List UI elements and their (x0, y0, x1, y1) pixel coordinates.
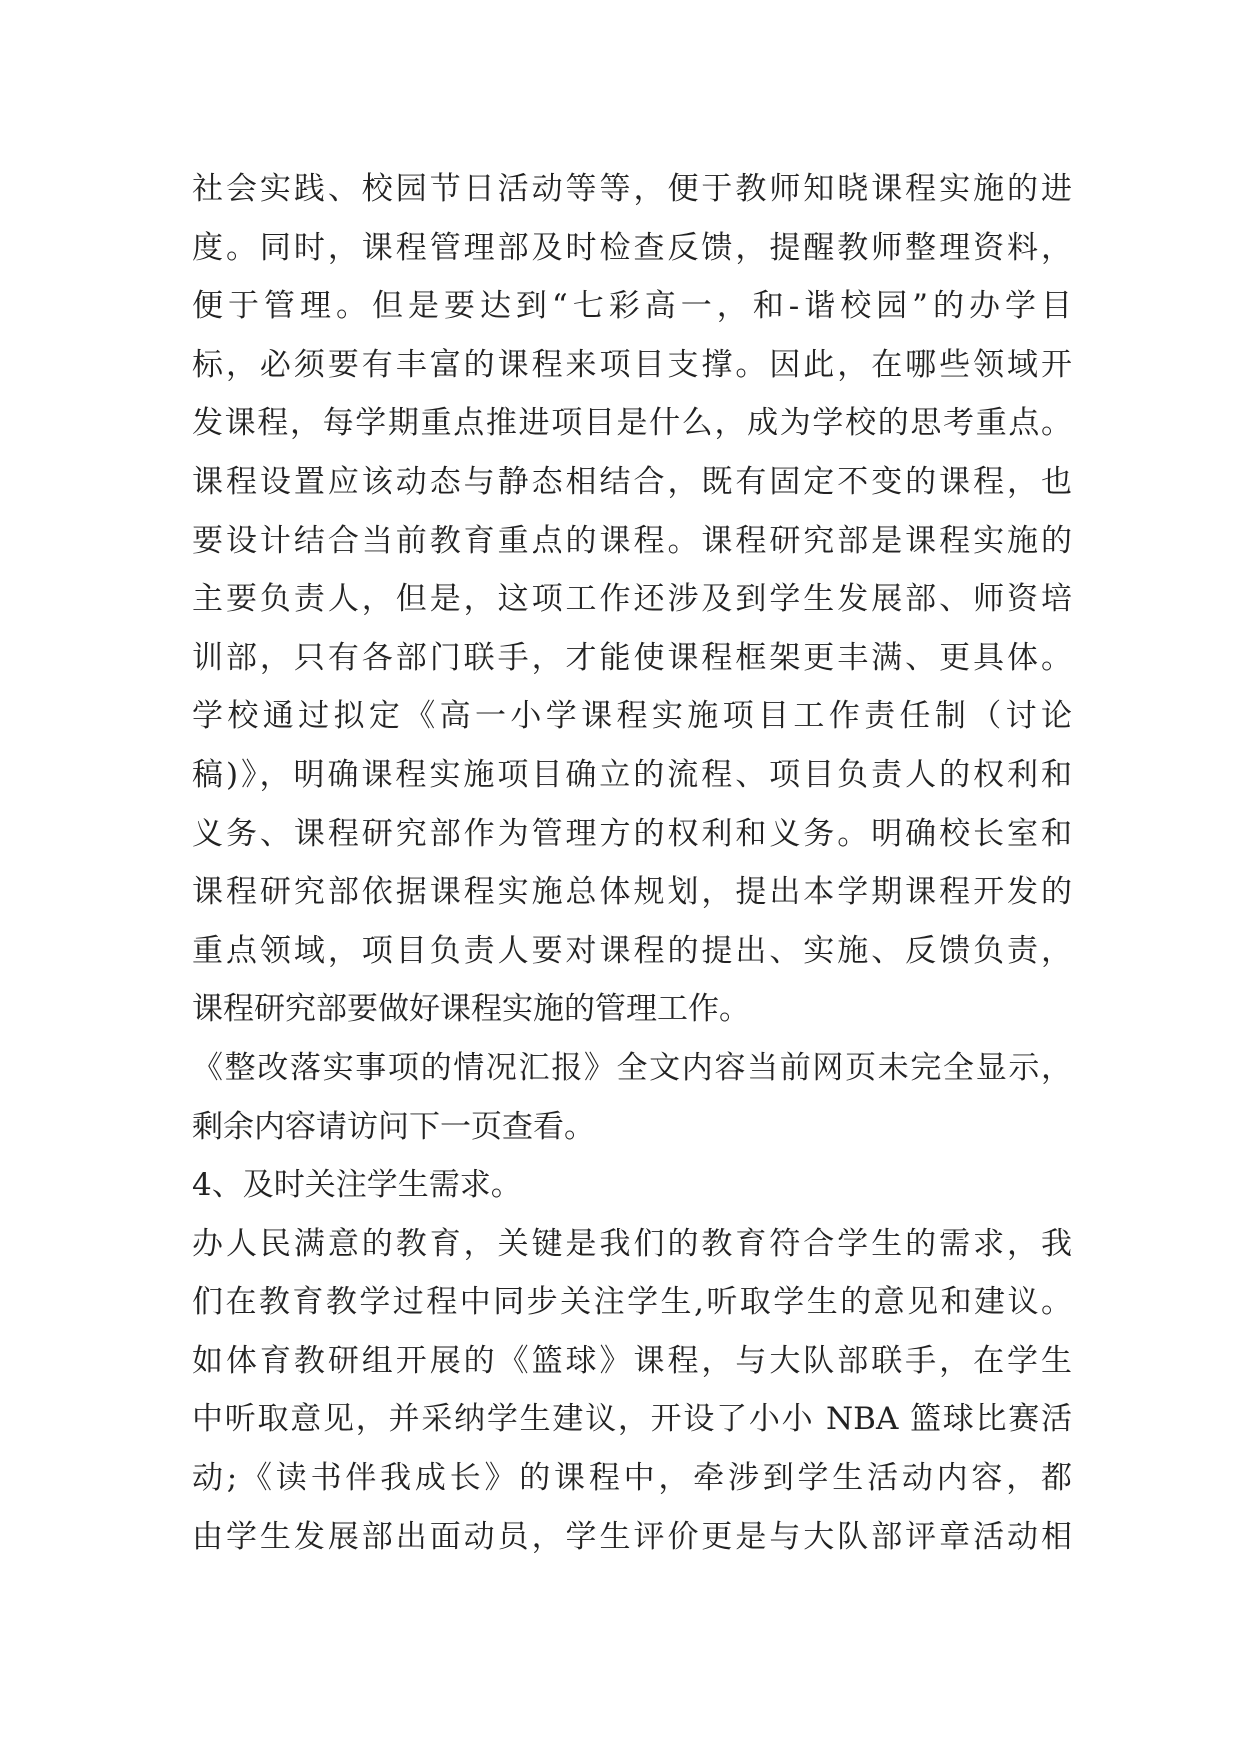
text-line: 中听取意见，并采纳学生建议，开设了小小 NBA 篮球比赛活 (192, 1401, 1072, 1438)
text-line: 发课程，每学期重点推进项目是什么，成为学校的思考重点。 (192, 405, 1072, 442)
text-line: 学校通过拟定《高一小学课程实施项目工作责任制（讨论 (192, 698, 1072, 735)
text-line: 动;《读书伴我成长》的课程中，牵涉到学生活动内容，都 (192, 1460, 1072, 1497)
text-line: 课程研究部依据课程实施总体规划，提出本学期课程开发的 (192, 874, 1072, 911)
text-line: 课程设置应该动态与静态相结合，既有固定不变的课程，也 (192, 463, 1072, 500)
text-line: 训部，只有各部门联手，才能使课程框架更丰满、更具体。 (192, 639, 1072, 676)
text-line: 主要负责人，但是，这项工作还涉及到学生发展部、师资培 (192, 581, 1072, 618)
text-line: 4、及时关注学生需求。 (192, 1167, 522, 1204)
document-body (192, 160, 1072, 1566)
text-line: 剩余内容请访问下一页查看。 (192, 1108, 595, 1145)
text-line: 社会实践、校园节日活动等等，便于教师知晓课程实施的进 (192, 171, 1072, 207)
text-line: 标，必须要有丰富的课程来项目支撑。因此，在哪些领域开 (192, 346, 1072, 383)
text-line: 《整改落实事项的情况汇报》全文内容当前网页未完全显示， (192, 1049, 1072, 1086)
text-line: 办人民满意的教育，关键是我们的教育符合学生的需求，我 (192, 1225, 1072, 1262)
text-line: 便于管理。但是要达到“七彩高一，和-谐校园”的办学目 (192, 288, 1072, 325)
text-line: 们在教育教学过程中同步关注学生,听取学生的意见和建议。 (192, 1284, 1072, 1321)
text-line: 度。同时，课程管理部及时检查反馈，提醒教师整理资料， (192, 229, 1072, 266)
text-line: 课程研究部要做好课程实施的管理工作。 (192, 991, 750, 1028)
text-line: 如体育教研组开展的《篮球》课程，与大队部联手，在学生 (192, 1342, 1072, 1379)
text-line: 重点领域，项目负责人要对课程的提出、实施、反馈负责， (192, 932, 1072, 969)
text-line: 义务、课程研究部作为管理方的权利和义务。明确校长室和 (192, 815, 1072, 852)
text-line: 由学生发展部出面动员，学生评价更是与大队部评章活动相 (192, 1518, 1072, 1555)
text-line: 要设计结合当前教育重点的课程。课程研究部是课程实施的 (192, 522, 1072, 559)
text-line: 稿)》，明确课程实施项目确立的流程、项目负责人的权利和 (192, 756, 1072, 793)
